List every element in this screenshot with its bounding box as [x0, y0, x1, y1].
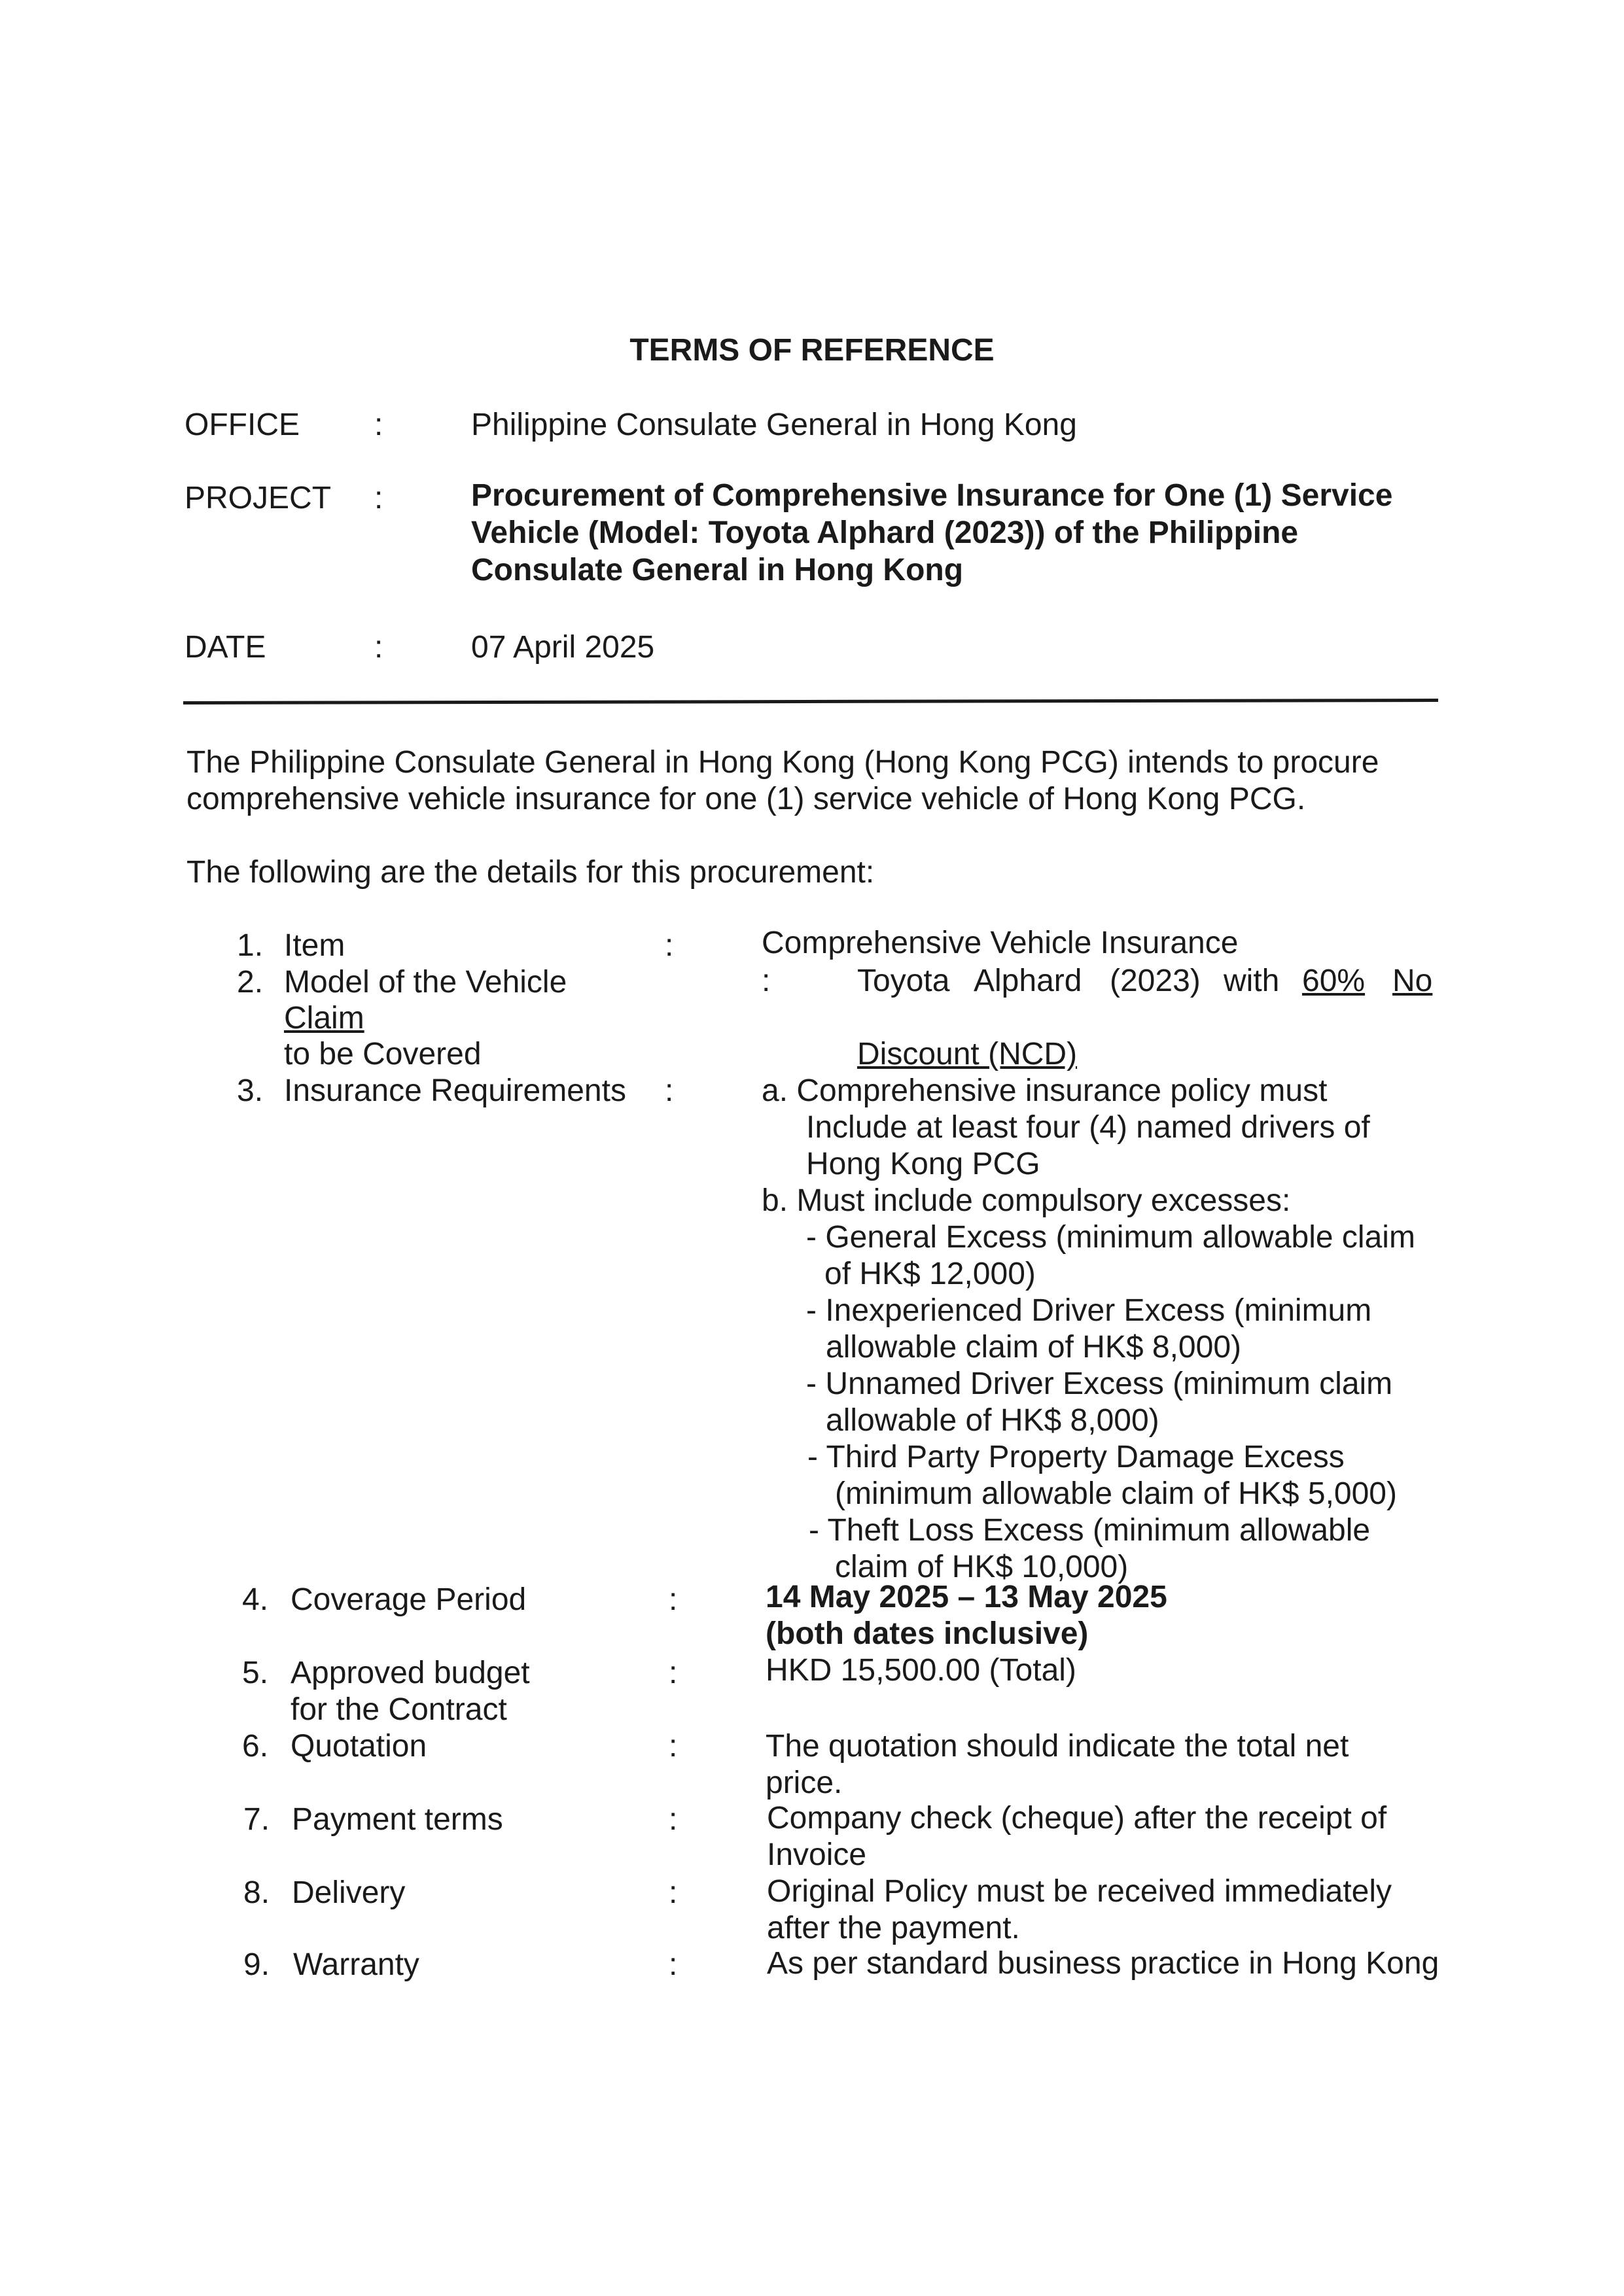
item-2-colon: : [762, 964, 771, 998]
item-2-label-line-2: Claim [284, 1001, 364, 1035]
intro-lead: The following are the details for this procurement: [186, 855, 875, 890]
item-2-ncd-discount: Discount (NCD) [857, 1037, 1078, 1071]
intro-line-1: The Philippine Consulate General in Hong Kong (Hong Kong PCG) intends to procure [186, 745, 1379, 780]
item-3-req-a-line-3: Hong Kong PCG [806, 1147, 1040, 1181]
project-value-line-2: Vehicle (Model: Toyota Alphard (2023)) of the Philippine [471, 515, 1299, 550]
date-value: 07 April 2025 [471, 630, 655, 665]
item-6-colon: : [669, 1729, 678, 1764]
excess-line-6: allowable of HK$ 8,000) [826, 1403, 1159, 1438]
item-3-req-a-line-1: a. Comprehensive insurance policy must [762, 1073, 1328, 1108]
item-2-ncd-percent: 60% [1302, 964, 1366, 998]
item-2-ncd-no: No [1392, 964, 1433, 998]
excess-line-8: (minimum allowable claim of HK$ 5,000) [835, 1476, 1397, 1511]
item-8-colon: : [669, 1875, 678, 1910]
project-label: PROJECT [185, 481, 332, 515]
item-3-number: 3. [237, 1073, 264, 1108]
item-7-number: 7. [243, 1802, 270, 1837]
item-6-value-line-2: price. [766, 1765, 843, 1800]
item-4-value-line-1: 14 May 2025 – 13 May 2025 [766, 1580, 1167, 1614]
item-6-label: Quotation [291, 1729, 427, 1764]
excess-line-5: - Unnamed Driver Excess (minimum claim [806, 1366, 1393, 1401]
item-4-value-line-2: (both dates inclusive) [766, 1616, 1089, 1651]
item-1-number: 1. [237, 928, 264, 963]
date-label: DATE [185, 630, 266, 665]
item-5-colon: : [669, 1656, 678, 1690]
item-4-number: 4. [242, 1582, 269, 1617]
excess-line-10: claim of HK$ 10,000) [835, 1550, 1129, 1584]
excess-line-3: - Inexperienced Driver Excess (minimum [806, 1293, 1372, 1328]
item-1-colon: : [665, 928, 674, 963]
item-9-value: As per standard business practice in Hong Kong [767, 1946, 1439, 1981]
item-1-value: Comprehensive Vehicle Insurance [762, 926, 1239, 960]
office-label: OFFICE [185, 408, 300, 442]
office-colon: : [374, 408, 383, 442]
item-1-label: Item [284, 928, 345, 963]
header-divider [183, 699, 1438, 704]
document-title: TERMS OF REFERENCE [629, 333, 995, 368]
item-8-value-line-1: Original Policy must be received immediately [767, 1874, 1392, 1909]
item-4-label: Coverage Period [291, 1582, 527, 1617]
excess-line-9: - Theft Loss Excess (minimum allowable [809, 1513, 1371, 1548]
excess-line-1: - General Excess (minimum allowable claim [806, 1220, 1415, 1255]
item-6-number: 6. [242, 1729, 269, 1764]
item-3-req-b-heading: b. Must include compulsory excesses: [762, 1183, 1291, 1218]
item-9-number: 9. [243, 1947, 270, 1982]
item-8-number: 8. [243, 1875, 270, 1910]
item-4-colon: : [669, 1582, 678, 1617]
item-2-label-line-1: Model of the Vehicle [284, 965, 567, 1000]
item-9-colon: : [669, 1947, 678, 1982]
item-3-req-a-line-2: Include at least four (4) named drivers of [806, 1110, 1370, 1145]
item-5-label-line-2: for the Contract [291, 1692, 507, 1727]
excess-line-2: of HK$ 12,000) [824, 1257, 1036, 1291]
item-2-value-word-4: with [1224, 964, 1280, 998]
item-9-label: Warranty [293, 1947, 419, 1982]
item-6-value-line-1: The quotation should indicate the total net [766, 1729, 1349, 1764]
item-7-value-line-1: Company check (cheque) after the receipt of [767, 1801, 1387, 1835]
item-3-label: Insurance Requirements [284, 1073, 626, 1108]
intro-line-2: comprehensive vehicle insurance for one (1) service vehicle of Hong Kong PCG. [186, 782, 1306, 816]
item-7-value-line-2: Invoice [767, 1837, 867, 1872]
item-8-value-line-2: after the payment. [767, 1911, 1020, 1945]
office-value: Philippine Consulate General in Hong Kong [471, 408, 1077, 442]
item-5-value: HKD 15,500.00 (Total) [766, 1653, 1076, 1688]
project-colon: : [374, 481, 383, 515]
excess-line-4: allowable claim of HK$ 8,000) [826, 1330, 1241, 1365]
item-8-label: Delivery [292, 1875, 406, 1910]
item-2-value-word-1: Toyota [857, 964, 950, 998]
date-colon: : [374, 630, 383, 665]
item-7-label: Payment terms [292, 1802, 503, 1837]
item-5-number: 5. [242, 1656, 269, 1690]
item-2-label-line-3: to be Covered [284, 1037, 482, 1071]
item-3-colon: : [665, 1073, 674, 1108]
item-2-value-word-2: Alphard [974, 964, 1082, 998]
excess-line-7: - Third Party Property Damage Excess [807, 1440, 1345, 1474]
item-5-label-line-1: Approved budget [291, 1656, 530, 1690]
item-2-value-word-3: (2023) [1110, 964, 1201, 998]
project-value-line-3: Consulate General in Hong Kong [471, 553, 964, 587]
item-7-colon: : [669, 1802, 678, 1837]
project-value-line-1: Procurement of Comprehensive Insurance for One (1) Service [471, 478, 1393, 513]
item-2-number: 2. [237, 965, 264, 1000]
